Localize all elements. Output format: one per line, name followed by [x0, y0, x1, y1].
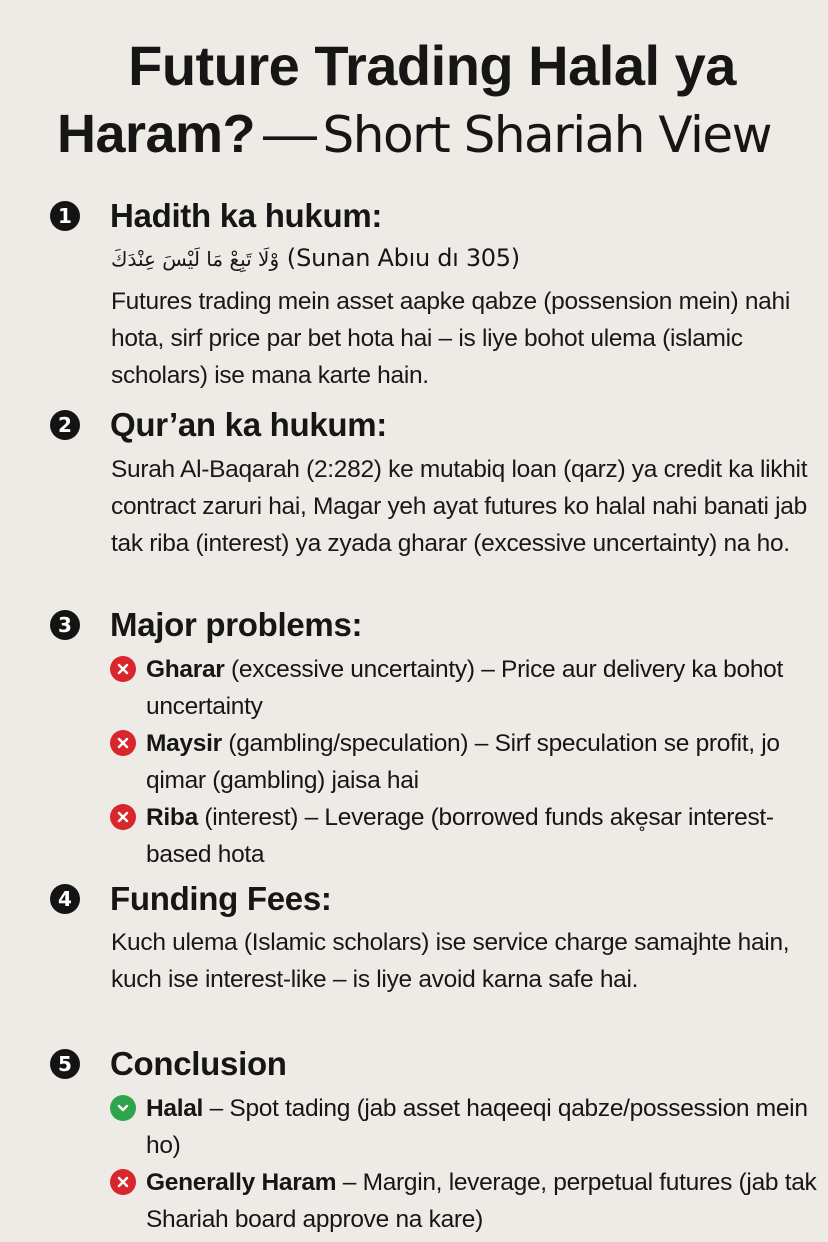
cross-icon	[110, 1169, 136, 1195]
hadith-quote	[111, 240, 820, 277]
cross-icon	[110, 656, 136, 682]
number-badge-5: 5	[50, 1049, 80, 1079]
section-hadith	[50, 196, 820, 394]
check-icon	[110, 1095, 136, 1121]
number-badge-2: 2	[50, 410, 80, 440]
section-heading: Qur’an ka hukum:	[110, 406, 387, 443]
problem-description: (interest) – Leverage (borrowed funds ake̥sar interest-based hota	[146, 804, 774, 868]
conclusion-term: Generally Haram	[146, 1169, 337, 1196]
number-badge-4: 4	[50, 884, 80, 914]
problem-description: (excessive uncertainty) – Price aur delivery ka bohot uncertainty	[146, 656, 783, 720]
problem-item-riba	[110, 799, 820, 873]
section-body: Kuch ulema (Islamic scholars) ise service charge samajhte hain, kuch ise interest-like – is liye avoid karna safe hai.	[111, 929, 790, 993]
problem-item-gharar	[110, 651, 820, 725]
section-heading: Funding Fees:	[110, 880, 332, 917]
section-conclusion	[50, 1044, 820, 1238]
section-funding-fees	[50, 879, 820, 998]
hadith-reference: (Sunan Abıu dı 305)	[286, 244, 521, 272]
problem-term: Gharar	[146, 656, 225, 683]
cross-icon	[110, 804, 136, 830]
number-badge-3: 3	[50, 610, 80, 640]
section-heading: Hadith ka hukum:	[110, 197, 383, 234]
conclusion-item-halal	[110, 1090, 820, 1164]
section-major-problems	[50, 605, 820, 873]
page-title-line-1: Future Trading Halal ya	[128, 34, 736, 97]
problem-term: Riba	[146, 804, 198, 831]
problem-description: (gambling/speculation) – Sirf speculation se profit, jo qimar (gambling) jaisa hai	[146, 730, 780, 794]
conclusion-item-haram	[110, 1164, 820, 1238]
section-heading: Major problems:	[110, 606, 363, 643]
section-heading: Conclusion	[110, 1045, 287, 1082]
page-title-haram: Haram?	[56, 104, 256, 164]
page-title-line-2	[0, 104, 828, 164]
section-body: Surah Al-Baqarah (2:282) ke mutabiq loan (qarz) ya credit ka likhit contract zaruri hai, Magar yeh ayat futures ko halal nahi banati jab tak riba (interest) ya zyada gharar (excessive uncertainty) na ho.	[111, 456, 808, 557]
page-title-subtitle: Short Shariah View	[322, 106, 772, 164]
number-badge-1: 1	[50, 201, 80, 231]
arabic-text: وْلَا تَبِعْ مَا لَيْسَ عِنْدَكَ	[111, 247, 280, 271]
conclusion-term: Halal	[146, 1095, 204, 1122]
section-quran	[50, 405, 820, 562]
conclusion-description: – Margin, leverage, perpetual futures (jab tak Shariah board approve na kare)	[146, 1169, 817, 1233]
conclusion-description: – Spot tading (jab asset haqeeqi qabze/possession mein ho)	[146, 1095, 808, 1159]
cross-icon	[110, 730, 136, 756]
problem-term: Maysir	[146, 730, 222, 757]
page-title-dash: —	[263, 104, 317, 164]
section-body: Futures trading mein asset aapke qabze (possension mein) nahi hota, sirf price par bet hota hai – is liye bohot ulema (islamic scholars) ise mana karte hain.	[111, 288, 790, 389]
problem-item-maysir	[110, 725, 820, 799]
